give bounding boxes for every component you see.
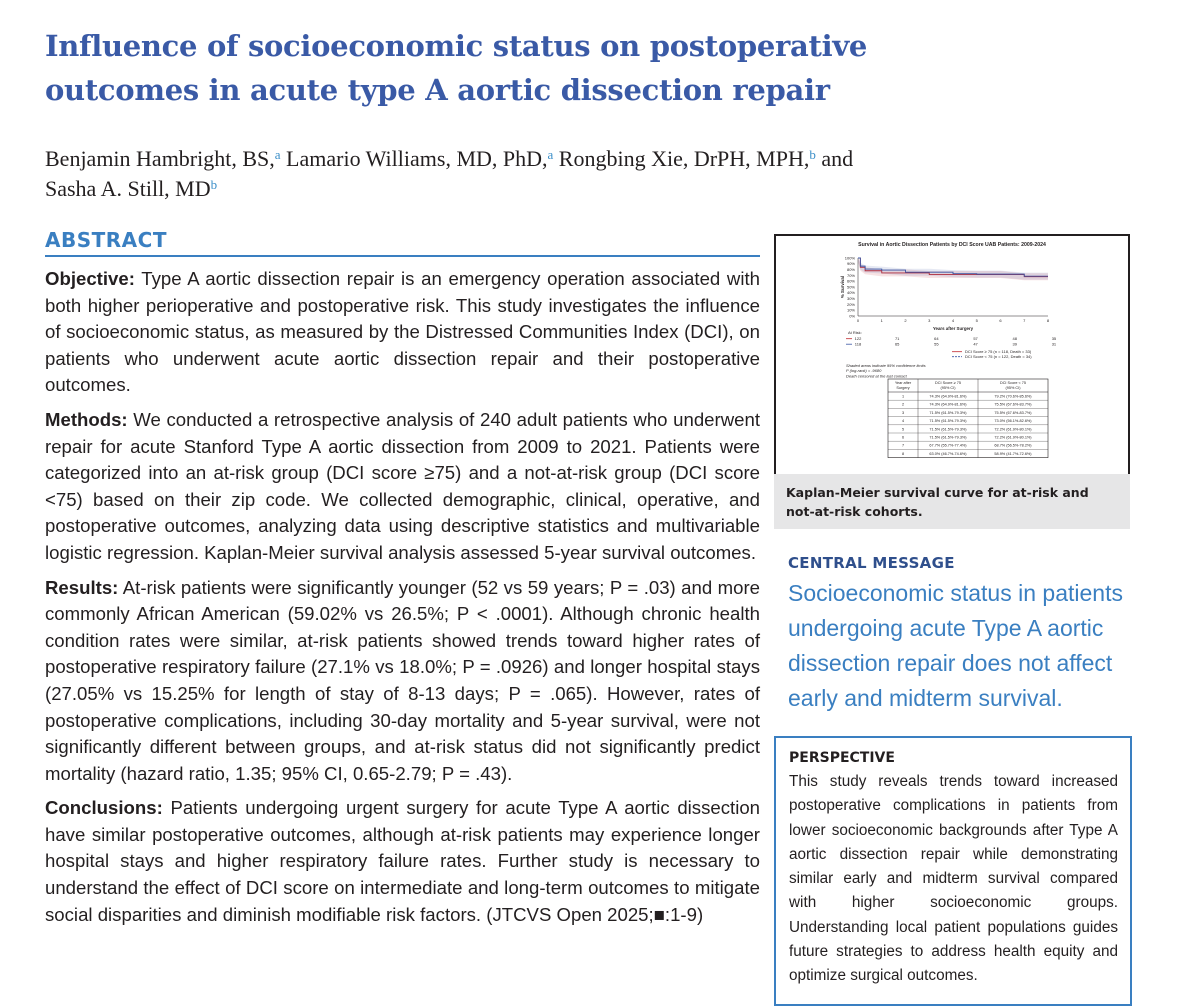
at-risk-label: At Risk: — [848, 330, 862, 335]
x-tick-label: 5 — [975, 318, 978, 323]
methods-label: Methods: — [45, 408, 128, 430]
at-risk-count: 71 — [894, 336, 900, 341]
confidence-band-1 — [858, 258, 1048, 280]
y-tick-label: 90% — [846, 261, 855, 267]
table-cell: 5 — [901, 427, 905, 432]
perspective-box — [774, 736, 1132, 1006]
table-cell: 6 — [901, 435, 905, 440]
y-tick-label: 10% — [846, 307, 855, 313]
figure-caption: Kaplan-Meier survival curve for at-risk and not-at-risk cohorts. — [774, 474, 1130, 529]
x-axis-label: Years after Surgery — [932, 326, 974, 331]
table-cell: 71.5% (61.5%-79.3%) — [929, 410, 967, 415]
at-risk-count: 57 — [973, 336, 978, 341]
author-affiliation[interactable]: a — [547, 147, 554, 162]
table-cell: 2 — [901, 402, 905, 407]
y-tick-label: 0% — [849, 313, 855, 319]
central-message-text: Socioeconomic status in patients undergoing acute Type A aortic dissection repair does not affect early and midterm survival. — [788, 580, 1123, 711]
conclusions-text: Patients undergoing urgent surgery for acute Type A aortic dissection have similar postoperative outcomes, although at-risk patients may experience longer hospital stays and higher respiratory failure rates. Further study is necessary to understand the effect of DCI score on intermediate and long-term outcomes to mitigate social disparities and diminish modifiable risk factors. (JTCVS Open 2025;■:1-9) — [45, 797, 761, 925]
x-tick-label: 3 — [928, 318, 931, 323]
at-risk-count: 65 — [894, 341, 900, 347]
table-cell: 3 — [901, 410, 905, 415]
author-name: Benjamin Hambright, BS, — [45, 146, 275, 171]
abstract-body — [45, 266, 760, 936]
objective-text: Type A aortic dissection repair is an emergency operation associated with both higher perioperative and postoperative risk. This study investigates the influence of socioeconomic status, as measured by the Distressed Communities Index (DCI), on patients who underwent acute aortic dissection repair and their postoperative outcomes. — [45, 268, 760, 396]
at-risk-count: 55 — [934, 341, 939, 347]
article-title: Influence of socioeconomic status on postoperative outcomes in acute type A aortic dissection repair — [45, 29, 868, 107]
table-cell: 7 — [901, 443, 905, 448]
table-header-cell: Year after — [894, 381, 912, 386]
table-cell: 71.5% (61.5%-79.3%) — [929, 435, 967, 440]
table-header-cell: DCI Score < 75 — [999, 381, 1027, 386]
x-tick-label: 0 — [856, 318, 860, 323]
at-risk-count: 48 — [1012, 336, 1017, 341]
at-risk-count: 35 — [1051, 336, 1057, 341]
y-tick-label: 50% — [846, 284, 855, 290]
table-header-cell: DCI Score ≥ 75 — [935, 381, 961, 386]
table-header-cell: (95% CI) — [1005, 386, 1021, 390]
author-name: Rongbing Xie, DrPH, MPH, — [558, 146, 810, 171]
y-axis-label: % Survival — [840, 275, 845, 299]
abstract-heading: ABSTRACT — [45, 228, 760, 257]
table-cell: 72.2% (61.9%-80.1%) — [994, 435, 1032, 440]
at-risk-count: 31 — [1051, 341, 1057, 347]
author-affiliation[interactable]: b — [809, 147, 816, 162]
y-tick-label: 30% — [846, 296, 855, 301]
table-header-cell: (95% CI) — [940, 386, 956, 390]
results-label: Results: — [45, 576, 119, 598]
objective-label: Objective: — [45, 268, 135, 289]
x-tick-label: 8 — [1046, 318, 1050, 323]
x-tick-label: 4 — [951, 318, 955, 323]
table-cell: 75.5% (67.6%-83.7%) — [994, 402, 1032, 407]
at-risk-count: 118 — [854, 341, 862, 347]
chart-title: Survival in Aortic Dissection Patients by DCI Score UAB Patients: 2009-2024 — [858, 242, 1046, 248]
x-tick-label: 6 — [999, 318, 1002, 323]
table-cell: 72.2% (61.9%-80.1%) — [994, 427, 1032, 432]
chart-note: Death censored at the last contact — [846, 373, 907, 379]
x-tick-label: 1 — [880, 318, 883, 323]
chart-plot-area — [840, 255, 1057, 457]
table-cell: 71.5% (61.5%-79.3%) — [929, 419, 967, 424]
legend-label-0: DCI Score ≥ 75 (n = 118, Death = 33) — [965, 349, 1032, 354]
abstract-results — [45, 575, 760, 788]
y-tick-label: 70% — [846, 272, 855, 278]
table-cell: 74.3% (64.9%-81.6%) — [929, 394, 967, 399]
y-tick-label: 80% — [846, 267, 855, 272]
table-cell: 68.7% (56.5%-78.2%) — [994, 443, 1032, 448]
table-cell: 63.0% (46.7%-74.6%) — [929, 451, 967, 456]
y-tick-label: 60% — [846, 278, 855, 284]
kaplan-meier-chart — [776, 236, 1128, 476]
author-conjunction: and — [821, 146, 854, 171]
abstract-objective — [45, 266, 760, 399]
author-affiliation[interactable]: b — [210, 177, 218, 192]
table-cell: 1 — [901, 394, 905, 399]
at-risk-count: 64 — [934, 336, 939, 341]
y-tick-label: 100% — [844, 255, 855, 261]
at-risk-count: 39 — [1012, 341, 1017, 347]
table-cell: 74.3% (64.9%-81.6%) — [929, 402, 967, 407]
conclusions-label: Conclusions: — [45, 797, 163, 819]
table-cell: 79.2% (70.6%-85.6%) — [994, 394, 1032, 399]
author-name: Sasha A. Still, MD — [45, 176, 211, 201]
results-text: At-risk patients were significantly younger (52 vs 59 years; P = .03) and more commonly African American (59.02% vs 26.5%; P < .0001). Although chronic health condition rates were similar, at-risk patients showed trends toward higher rates of postoperative respiratory failure (27.1% vs 18.0%; P = .0926) and longer hospital stays (27.05% vs 15.25% for length of stay of 8-13 days; P = .065). However, rates of postoperative complications, including 30-day mortality and 5-year survival, were not significantly different between groups, and at-risk status did not significantly predict mortality (hazard ratio, 1.35; 95% CI, 0.65-2.79; P = .43). — [45, 576, 761, 784]
author-affiliation[interactable]: a — [274, 147, 281, 162]
table-cell: 4 — [901, 419, 905, 424]
central-message-heading: CENTRAL MESSAGE — [788, 554, 955, 572]
table-cell: 75.5% (67.6%-83.7%) — [994, 410, 1032, 415]
abstract-conclusions — [45, 795, 760, 928]
table-cell: 73.0% (56.1%-82.6%) — [994, 419, 1032, 424]
table-header-cell: Surgery — [896, 386, 910, 390]
author-name: Lamario Williams, MD, PhD, — [286, 146, 548, 171]
x-tick-label: 2 — [904, 318, 907, 323]
table-cell: 67.7% (55.7%-77.4%) — [929, 443, 967, 448]
table-cell: 58.9% (41.7%-72.6%) — [994, 451, 1032, 456]
perspective-heading: PERSPECTIVE — [789, 750, 895, 766]
y-tick-label: 40% — [846, 290, 855, 296]
table-cell: 8 — [901, 451, 905, 456]
at-risk-count: 47 — [973, 341, 978, 347]
author-list — [45, 144, 1005, 204]
abstract-methods — [45, 407, 760, 567]
methods-text: We conducted a retrospective analysis of 240 adult patients who underwent repair for acute Stanford Type A aortic dissection from 2009 to 2021. Patients were categorized into an at-risk group (DCI score ≥75) and a not-at-risk group (DCI score <75) based on their zip code. We collected demographic, clinical, operative, and postoperative outcomes, analyzing data using descriptive statistics and multivariable logistic regression. Kaplan-Meier survival analysis assessed 5-year survival outcomes. — [45, 408, 760, 563]
legend-label-1: DCI Score < 75 (n = 122, Death = 34) — [965, 354, 1032, 359]
perspective-text: This study reveals trends toward increased postoperative complications in patients from lower socioeconomic backgrounds after Type A aortic dissection repair while demonstrating similar early and midterm survival compared with higher socioeconomic groups. Understanding local patient populations guides future strategies to address health equity and optimize surgical outcomes. — [789, 773, 1118, 985]
at-risk-count: 122 — [854, 336, 862, 341]
chart-note: Shaded areas indicate 95% confidence limits — [846, 363, 926, 368]
chart-note: P (log-rank) = .9680 — [846, 368, 882, 374]
x-tick-label: 7 — [1023, 318, 1026, 323]
y-tick-label: 20% — [846, 301, 855, 307]
table-cell: 71.5% (61.5%-79.3%) — [929, 427, 967, 432]
